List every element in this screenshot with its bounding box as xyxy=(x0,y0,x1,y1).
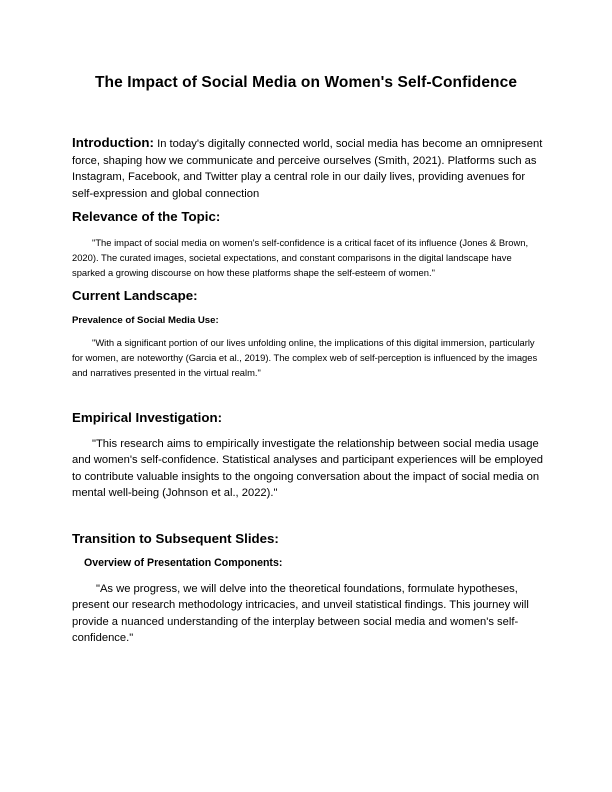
empirical-section xyxy=(72,436,547,502)
relevance-section xyxy=(72,235,547,280)
current-landscape-text: "With a significant portion of our lives unfolding online, the implications of this digital immersion, particularly for women, are noteworthy (Garcia et al., 2019). The complex web of self-perception is influenced by the images and narratives presented in the virtual realm." xyxy=(72,337,538,378)
empirical-heading: Empirical Investigation: xyxy=(72,410,222,425)
prevalence-subheading: Prevalence of Social Media Use: xyxy=(72,315,219,326)
introduction-text: In today's digitally connected world, social media has become an omnipresent force, shaping how we communicate and perceive ourselves (Smith, 2021). Platforms such as Instagram, Facebook, and Twitter play a central role in our daily lives, providing avenues for self-expression and global connection xyxy=(72,138,543,200)
transition-text: "As we progress, we will delve into the theoretical foundations, formulate hypotheses, present our research methodology intricacies, and unveil statistical findings. This journey will provide a nuanced understanding of the interplay between social media and women's self-confidence." xyxy=(72,583,529,645)
introduction-paragraph xyxy=(72,135,547,202)
overview-subheading: Overview of Presentation Components: xyxy=(84,557,283,569)
transition-section xyxy=(72,581,547,647)
introduction-label: Introduction: xyxy=(72,135,154,150)
document-title: The Impact of Social Media on Women's Self-Confidence xyxy=(94,74,518,91)
relevance-heading: Relevance of the Topic: xyxy=(72,209,221,224)
relevance-text: "The impact of social media on women's self-confidence is a critical facet of its influence (Jones & Brown, 2020). The curated images, societal expectations, and constant comparisons in the digital landscape have sparked a growing discourse on how these platforms shape the self-esteem of women." xyxy=(72,237,529,278)
empirical-text: "This research aims to empirically investigate the relationship between social media usage and women's self-confidence. Statistical analyses and participant experiences will be employed to contribute valuable insights to the ongoing conversation about the impact of social media on mental well-being (Johnson et al., 2022)." xyxy=(72,438,544,500)
current-landscape-section xyxy=(72,335,547,380)
current-landscape-heading: Current Landscape: xyxy=(72,288,198,303)
transition-heading: Transition to Subsequent Slides: xyxy=(72,531,279,546)
